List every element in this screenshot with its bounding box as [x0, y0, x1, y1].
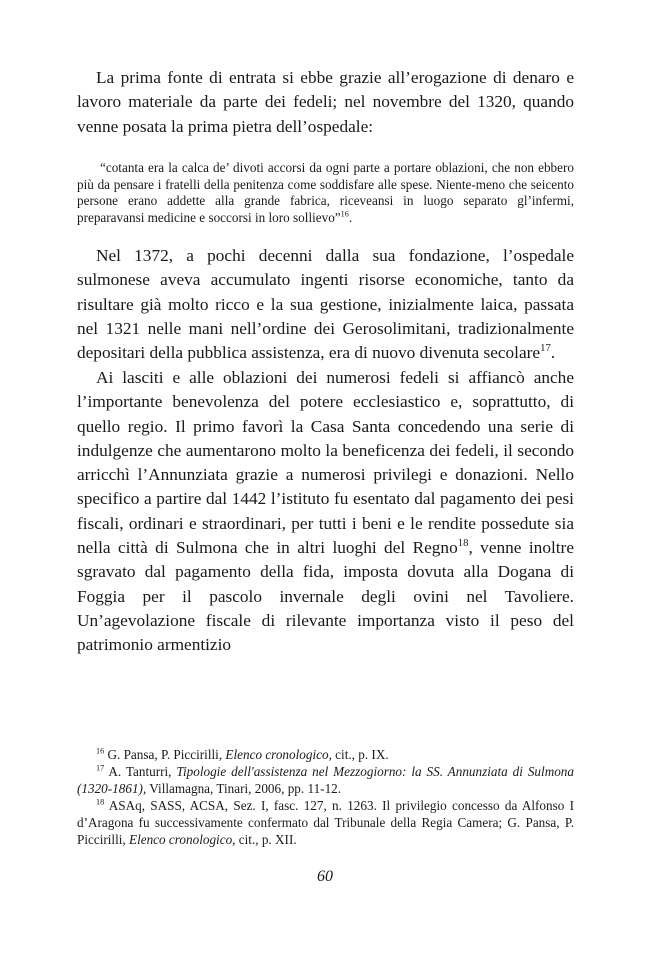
paragraph-lasciti-text-a: Ai lasciti e alle oblazioni dei numerosi fedeli si affiancò anche l’importante benevolenza del potere ecclesiastico e, soprattutto, di quello regio. Il primo favorì la Casa Santa concedendo una serie di indulgenze che aumentarono molto la beneficenza dei fedeli, il secondo arricchì l’Annunziata grazie a numerosi privilegi e donazioni. Nello specifico a partire dal 1442 l’istituto fu esentato dal pagamento dei pesi fiscali, ordinari e straordinari, per tutti i beni e le rendite possedute sia nella città di Sulmona che in altri luoghi del Regno: [77, 368, 574, 558]
paragraph-1372-text: Nel 1372, a pochi decenni dalla sua fondazione, l’ospedale sulmonese aveva accumulato ingenti risorse economiche, tanto da risultare già molto ricco e la sua gestione, inizialmente laica, passata nel 1321 nelle mani nell’ordine dei Gerosolimitani, tradizionalmente depositari della pubblica assistenza, era di nuovo divenuta secolare: [77, 246, 574, 363]
block-quote-text: “cotanta era la calca de’ divoti accorsi da ogni parte a portare oblazioni, che non ebbero più da pensare i fratelli della penitenza come soddisfare alle spese. Niente-meno che seicento persone erano addette alla grande fabrica, riceveansi in luogo separato gl’infermi, preparavansi medicine e soccorsi in loro sollievo”: [77, 160, 574, 225]
page-number: 60: [317, 868, 333, 885]
footnote-17: [77, 764, 574, 798]
paragraph-intro-text: La prima fonte di entrata si ebbe grazie all’erogazione di denaro e lavoro materiale da parte dei fedeli; nel novembre del 1320, quando venne posata la prima pietra dell’ospedale:: [77, 68, 574, 136]
footnote-18-source: ASAq, SASS, ACSA, Sez. I, fasc. 127, n. 1263. Il privilegio concesso da Alfonso I d’Aragona fu successivamente confermato dal Tribunale della Regia Camera; G. Pansa, P. Piccirilli,: [77, 798, 574, 847]
footnote-16-author: G. Pansa, P. Piccirilli,: [107, 747, 226, 762]
block-quote: “cotanta era la calca de’ divoti accorsi da ogni parte a portare oblazioni, che non ebbero più da pensare i fratelli della penitenza come soddisfare alle spese. Niente-meno che seicento persone erano addette alla grande fabrica, riceveansi in luogo separato gl’infermi, preparavansi medicine e soccorsi in loro sollievo”$^{16}$.: [77, 160, 574, 225]
footnote-16-number: 16: [96, 746, 105, 756]
footnote-ref-17: 17: [540, 342, 551, 355]
footnote-ref-18: 18: [457, 537, 469, 550]
footnote-16: [77, 747, 574, 764]
footnote-16-cite: cit., p. IX.: [331, 747, 389, 762]
footnote-17-author: A. Tanturri,: [108, 764, 177, 779]
footnote-17-number: 17: [96, 763, 105, 773]
footnote-18-cite: , cit., p. XII.: [232, 831, 297, 847]
footnote-17-cite: , Villamagna, Tinari, 2006, pp. 11-12.: [142, 780, 342, 796]
paragraph-1372: Nel 1372, a pochi decenni dalla sua fondazione, l’ospedale sulmonese aveva accumulato ingenti risorse economiche, tanto da risultare già molto ricco e la sua gestione, inizialmente laica, passata nel 1321 nelle mani nell’ordine dei Gerosolimitani, tradizionalmente depositari della pubblica assistenza, era di nuovo divenuta secolare$^{17}$.: [77, 246, 574, 363]
footnote-18: [77, 798, 574, 848]
footnote-18-title: Elenco cronologico: [129, 831, 233, 847]
footnote-16-title: Elenco cronologico,: [225, 747, 332, 762]
footnote-18-number: 18: [96, 797, 105, 807]
paragraph-lasciti: [77, 366, 574, 658]
footnote-ref-16: 16: [340, 209, 349, 219]
paragraph-lasciti-text-b: , venne inoltre sgravato dal pagamento della fida, imposta dovuta alla Dogana di Foggia per il pascolo invernale degli ovini nel Tavoliere. Un’agevolazione fiscale di rilevante importanza visto il peso del patrimonio armentizio: [77, 538, 574, 655]
footnote-17-title: Tipologie dell'assistenza nel Mezzogiorno: la SS. Annunziata di Sulmona (1320-1861): [77, 764, 574, 796]
paragraph-intro: [77, 66, 574, 139]
